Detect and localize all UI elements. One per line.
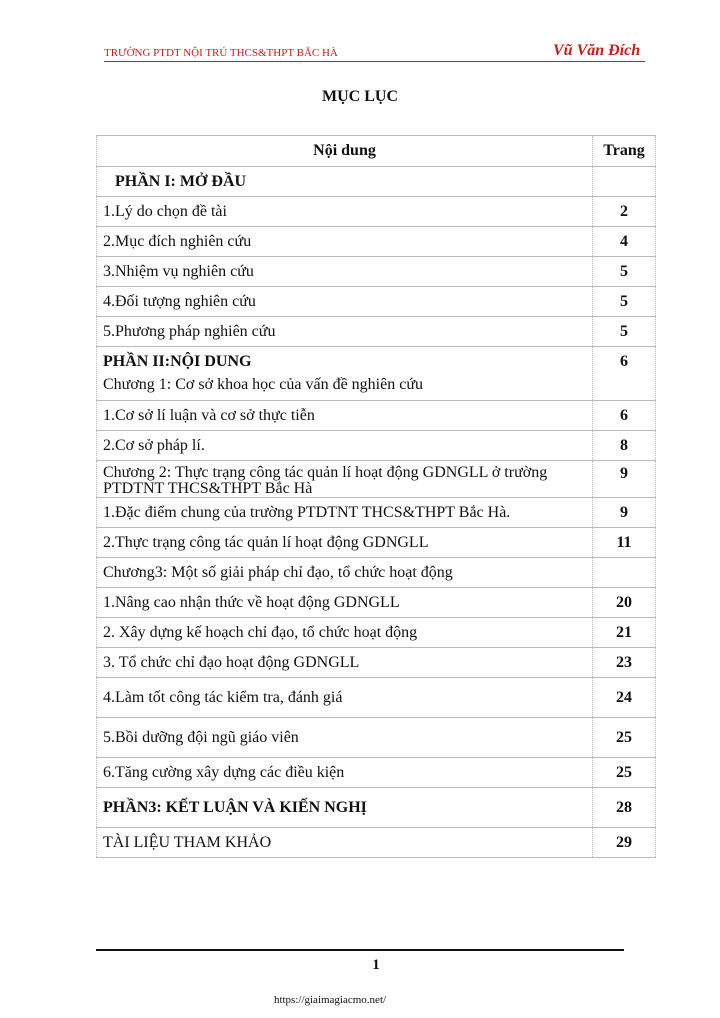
toc-entry-page: 21: [593, 618, 656, 648]
toc-row: [97, 588, 656, 618]
toc-entry-text: 2.Mục đích nghiên cứu: [97, 227, 593, 257]
toc-table: [96, 135, 656, 858]
toc-row: [97, 678, 656, 718]
toc-entry-page: 25: [593, 718, 656, 758]
toc-header-page: Trang: [593, 136, 656, 167]
toc-entry-text: 3. Tổ chức chỉ đạo hoạt động GDNGLL: [97, 648, 593, 678]
toc-row: [97, 498, 656, 528]
toc-entry-page: 8: [593, 431, 656, 461]
toc-entry-text: 1.Đặc điểm chung của trường PTDTNT THCS&THPT Bắc Hà.: [97, 498, 593, 528]
toc-row: [97, 758, 656, 788]
toc-row: [97, 618, 656, 648]
header-school-name: TRƯỜNG PTDT NỘI TRÚ THCS&THPT BẮC HÀ: [104, 47, 338, 59]
toc-entry-page: 23: [593, 648, 656, 678]
toc-entry-page: 2: [593, 197, 656, 227]
footer-url: https://giaimagiacmo.net/: [273, 994, 387, 1006]
toc-entry-page: 5: [593, 257, 656, 287]
toc-entry-page: 6: [593, 347, 656, 401]
toc-row: [97, 197, 656, 227]
toc-row: [97, 257, 656, 287]
toc-row: [97, 227, 656, 257]
toc-entry-page: 29: [593, 828, 656, 858]
toc-entry-page: 5: [593, 287, 656, 317]
page-number: 1: [372, 957, 380, 973]
toc-entry-text: 3.Nhiệm vụ nghiên cứu: [97, 257, 593, 287]
toc-entry-text: 2. Xây dựng kế hoạch chỉ đạo, tổ chức hoạt động: [97, 618, 593, 648]
toc-entry-page: 20: [593, 588, 656, 618]
toc-entry-page: [593, 558, 656, 588]
toc-row: [97, 788, 656, 828]
toc-entry-text: 6.Tăng cường xây dựng các điều kiện: [97, 758, 593, 788]
toc-entry-text: 1.Cơ sở lí luận và cơ sở thực tiễn: [97, 401, 593, 431]
toc-entry-text: 4.Đối tượng nghiên cứu: [97, 287, 593, 317]
toc-entry-text: 2.Thực trạng công tác quản lí hoạt động GDNGLL: [97, 528, 593, 558]
toc-header-content: Nội dung: [97, 136, 593, 167]
toc-entry-subtext: Chương 1: Cơ sở khoa học của vấn đề nghiên cứu: [103, 376, 423, 393]
footer-rule: [96, 949, 624, 951]
toc-entry-text: Chương3: Một số giải pháp chỉ đạo, tổ chức hoạt động: [97, 558, 593, 588]
toc-row: [97, 167, 656, 197]
toc-entry-text: 2.Cơ sở pháp lí.: [97, 431, 593, 461]
toc-row: [97, 718, 656, 758]
page-title: MỤC LỤC: [322, 88, 398, 105]
toc-row: [97, 347, 656, 401]
toc-row: [97, 317, 656, 347]
toc-row: [97, 558, 656, 588]
toc-entry-page: [593, 167, 656, 197]
toc-row: [97, 828, 656, 858]
toc-row: [97, 431, 656, 461]
toc-entry-text: 4.Làm tốt công tác kiểm tra, đánh giá: [97, 678, 593, 718]
toc-entry-text-block: [97, 347, 593, 401]
toc-entry-text: 5.Phương pháp nghiên cứu: [97, 317, 593, 347]
toc-entry-text: 5.Bồi dưỡng đội ngũ giáo viên: [97, 718, 593, 758]
toc-entry-text: PHẦN II:NỘI DUNG: [103, 353, 252, 370]
toc-entry-page: 5: [593, 317, 656, 347]
toc-entry-text: Chương 2: Thực trạng công tác quản lí hoạt động GDNGLL ở trường PTDTNT THCS&THPT Bắc Hà: [97, 461, 593, 498]
toc-entry-page: 9: [593, 498, 656, 528]
toc-row: [97, 287, 656, 317]
toc-entry-page: 4: [593, 227, 656, 257]
toc-entry-text: PHẦN I: MỞ ĐẦU: [97, 167, 593, 197]
toc-entry-page: 24: [593, 678, 656, 718]
toc-entry-text: TÀI LIỆU THAM KHẢO: [97, 828, 593, 858]
toc-entry-page: 9: [593, 461, 656, 498]
toc-row: [97, 461, 656, 498]
toc-entry-text: PHẦN3: KẾT LUẬN VÀ KIẾN NGHỊ: [97, 788, 593, 828]
toc-entry-page: 6: [593, 401, 656, 431]
toc-header-row: [97, 136, 656, 167]
header-rule: [104, 61, 645, 62]
toc-entry-page: 25: [593, 758, 656, 788]
toc-row: [97, 528, 656, 558]
toc-row: [97, 401, 656, 431]
toc-entry-text: 1.Nâng cao nhận thức về hoạt động GDNGLL: [97, 588, 593, 618]
toc-entry-text: 1.Lý do chọn đề tài: [97, 197, 593, 227]
toc-entry-page: 11: [593, 528, 656, 558]
header-author: Vũ Văn Đích: [553, 42, 641, 59]
toc-row: [97, 648, 656, 678]
toc-entry-page: 28: [593, 788, 656, 828]
